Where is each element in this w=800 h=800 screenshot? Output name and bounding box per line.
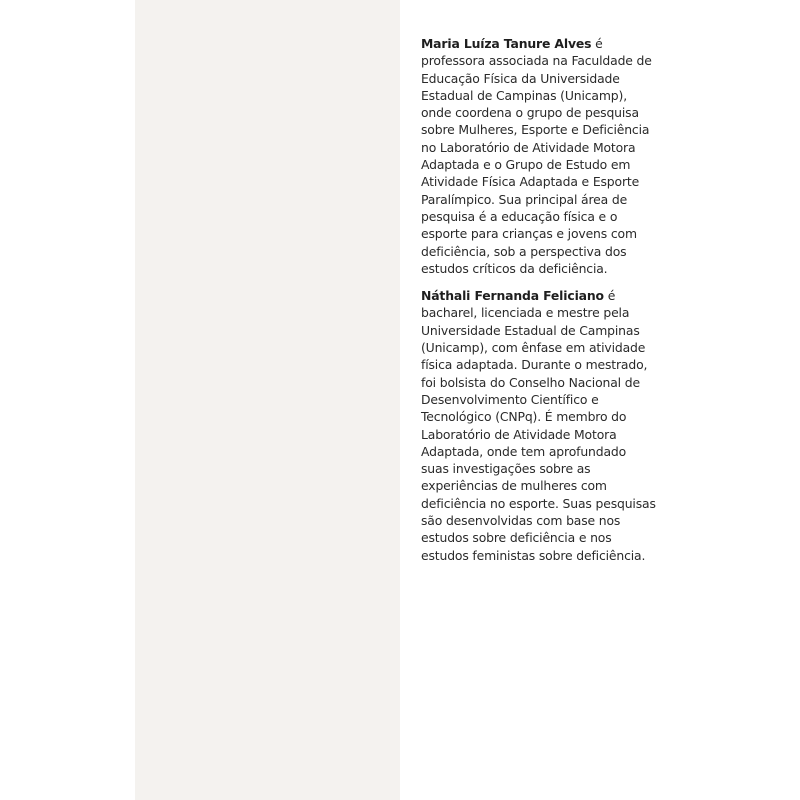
author-name-1: Maria Luíza Tanure Alves [421, 36, 592, 51]
author-bio-text-1: é professora associada na Faculdade de Educação Física da Universidade Estadual de Campinas (Unicamp), onde coordena o grupo de pesquisa sobre Mulheres, Esporte e Deficiência no Laboratório de Atividade Motora Adaptada e o Grupo de Estudo em Atividade Física Adaptada e Esporte Paralímpico. Sua principal área de pesquisa é a educação física e o esporte para crianças e jovens com deficiência, sob a perspectiva dos estudos críticos da deficiência. [421, 36, 652, 276]
author-name-2: Náthali Fernanda Feliciano [421, 288, 604, 304]
author-bios [421, 35, 657, 574]
left-blank-panel [135, 0, 400, 800]
author-bio-2 [421, 287, 657, 564]
author-bio-text-2: é bacharel, licenciada e mestre pela Universidade Estadual de Campinas (Unicamp), com ênfase em atividade física adaptada. Durante o mestrado, foi bolsista do Conselho Nacional de Desenvolvimento Científico e Tecnológico (CNPq). É membro do Laboratório de Atividade Motora Adaptada, onde tem aprofundado suas investigações sobre as experiências de mulheres com deficiência no esporte. Suas pesquisas são desenvolvidas com base nos estudos sobre deficiência e nos estudos feministas sobre deficiência. [421, 288, 656, 563]
author-bio-1 [421, 35, 657, 277]
book-page [135, 0, 665, 800]
